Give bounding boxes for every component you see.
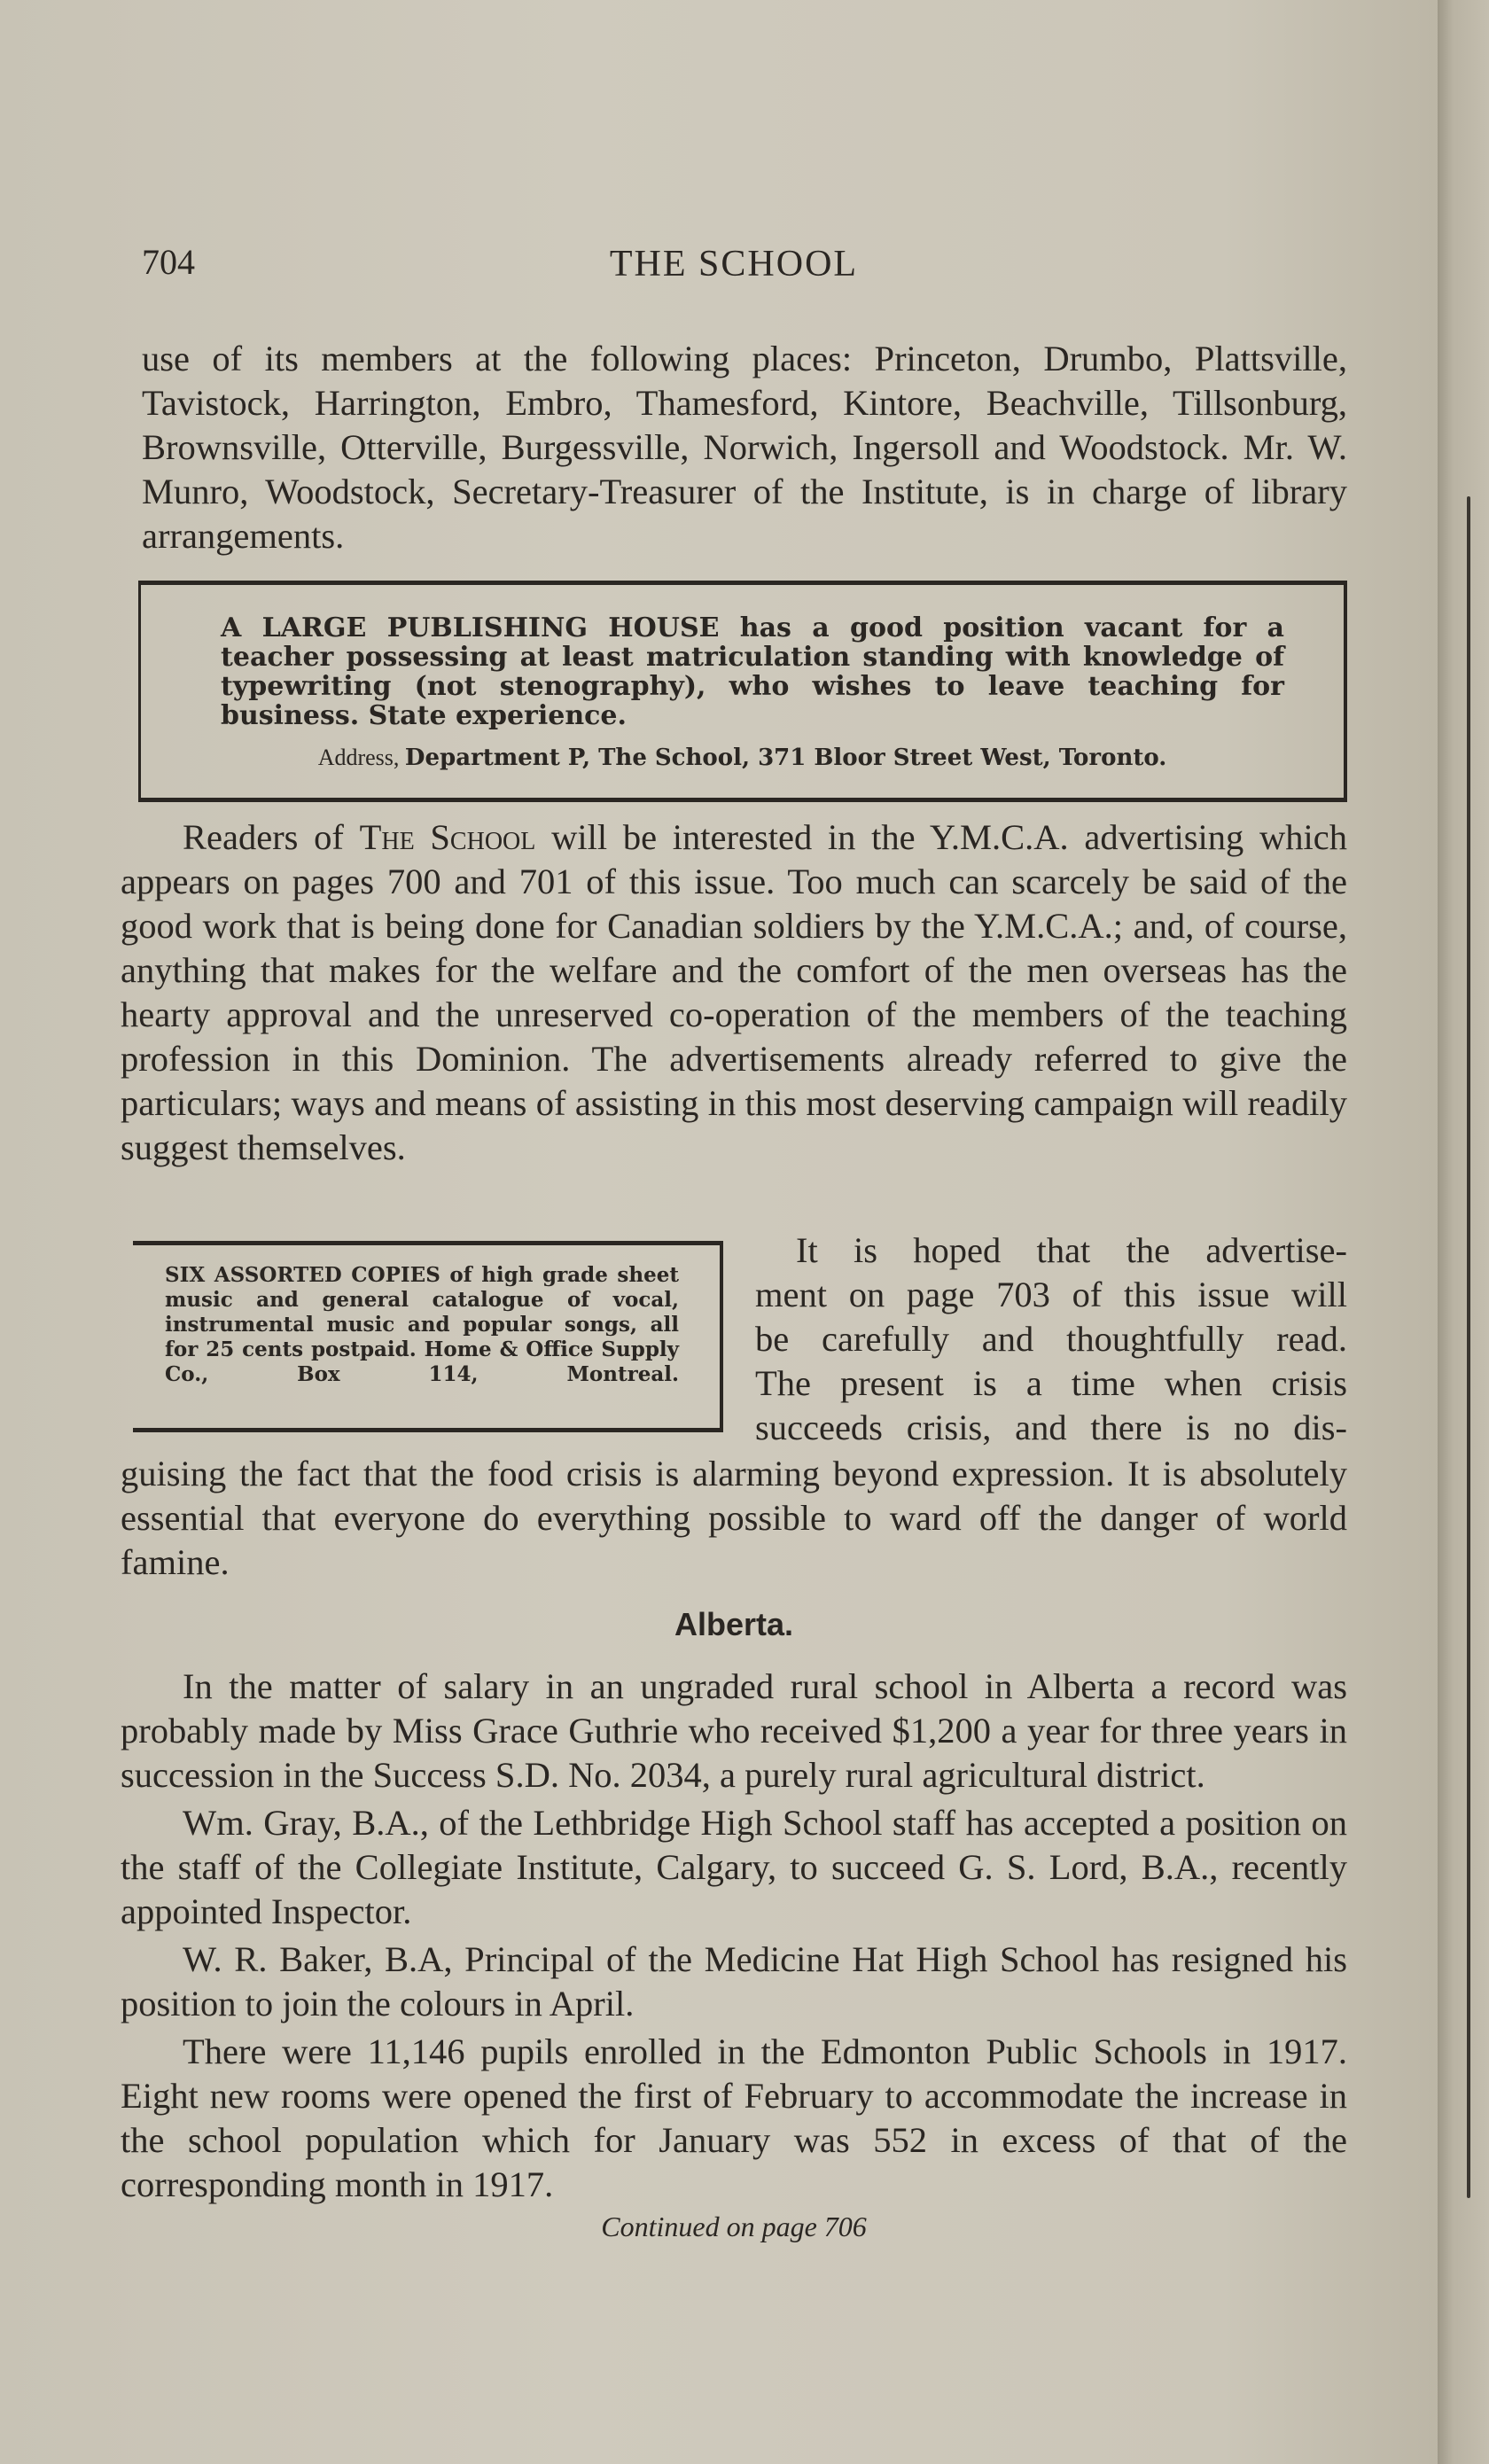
alberta-paragraph-gray: Wm. Gray, B.A., of the Lethbridge High School staff has accepted a position on the staff of the Collegiate Institute, Calgary, to succeed G. S. Lord, B.A., recently appointed Inspector.	[121, 1803, 1347, 1931]
ad-publishing-house	[138, 581, 1347, 802]
running-title: THE SCHOOL	[609, 244, 859, 285]
side-line-2: ment on page 703 of this issue will	[755, 1275, 1347, 1314]
binding-edge	[1438, 0, 1489, 2464]
paragraph-food-crisis-rest: guising the fact that the food crisis is alarming beyond expression. It is absolutely essential that everyone do everything possible to ward off the danger of world famine.	[121, 1454, 1347, 1582]
section-heading-alberta: Alberta.	[674, 1606, 794, 1642]
side-line-4: The present is a time when crisis	[755, 1363, 1347, 1403]
alberta-section	[121, 1665, 1347, 2244]
side-line-1: It is hoped that the advertise-	[796, 1230, 1347, 1270]
alberta-paragraph-salary: In the matter of salary in an ungraded rural school in Alberta a record was probably made by Miss Grace Guthrie who received $1,200 a year for three years in succession in the Success S.D. No. 2034, a purely rural agricultural district.	[121, 1666, 1347, 1795]
side-line-3: be carefully and thoughtfully read.	[755, 1319, 1347, 1359]
alberta-paragraph-edmonton: There were 11,146 pupils enrolled in the Edmonton Public Schools in 1917. Eight new rooms were opened the first of February to accommodate the increase in the school population which for January was 552 in excess of that of the corresponding month in 1917.	[121, 2031, 1347, 2204]
ad-sheet-music-text: SIX ASSORTED COPIES of high grade sheet music and general catalogue of vocal, instrumental music and popular songs, all for 25 cents postpaid. Home & Office Supply Co., Box 114, Montreal.	[165, 1263, 679, 1386]
ad-sheet-music	[133, 1241, 723, 1432]
paragraph-library: use of its members at the following places: Princeton, Drumbo, Plattsville, Tavistock, Harrington, Embro, Thamesford, Kintore, Beachville, Tillsonburg, Brownsville, Otterville, Burgessville, Norwich, Ingersoll and Woodstock. Mr. W. Munro, Woodstock, Secretary-Treasurer of the Institute, is in charge of library arrangements.	[142, 339, 1347, 556]
running-head	[121, 241, 1347, 294]
continued-note: Continued on page 706	[601, 2211, 867, 2242]
ymca-before: Readers of	[183, 817, 360, 857]
binding-shadow	[1467, 496, 1470, 2198]
ad-address-value: Department P, The School, 371 Bloor Street West, Toronto.	[404, 745, 1167, 771]
ad-publishing-text	[221, 613, 1284, 730]
ymca-after: will be interested in the Y.M.C.A. advertising which appears on pages 700 and 701 of this issue. Too much can scarcely be said of the good work that is being done for Canadian soldiers by the Y.M.C.A.; and, of course, anything that makes for the welfare and the comfort of the men overseas has the hearty approval and the unreserved co-operation of the members of the teaching profession in this Dominion. The advertisements already referred to give the particulars; ways and means of assisting in this most deserving campaign will readily suggest themselves.	[121, 817, 1347, 1167]
ad-address-label: Address,	[317, 745, 405, 770]
paragraph-ymca	[121, 815, 1347, 1170]
ad-publishing-lead: A LARGE PUBLISHING HOUSE	[221, 612, 720, 643]
ymca-publication: The School	[359, 817, 536, 857]
paragraph-food-crisis-side	[755, 1228, 1347, 1450]
ad-publishing-address	[141, 745, 1344, 771]
alberta-paragraph-baker: W. R. Baker, B.A, Principal of the Medicine Hat High School has resigned his position to join the colours in April.	[121, 1939, 1347, 2023]
page-number: 704	[142, 242, 195, 282]
side-line-5: succeeds crisis, and there is no dis-	[755, 1407, 1347, 1447]
ad-publishing-body: has a good position vacant for a teacher possessing at least matriculation standing with knowledge of typewriting (not stenography), who wishes to leave teaching for business. State experience.	[221, 612, 1284, 731]
